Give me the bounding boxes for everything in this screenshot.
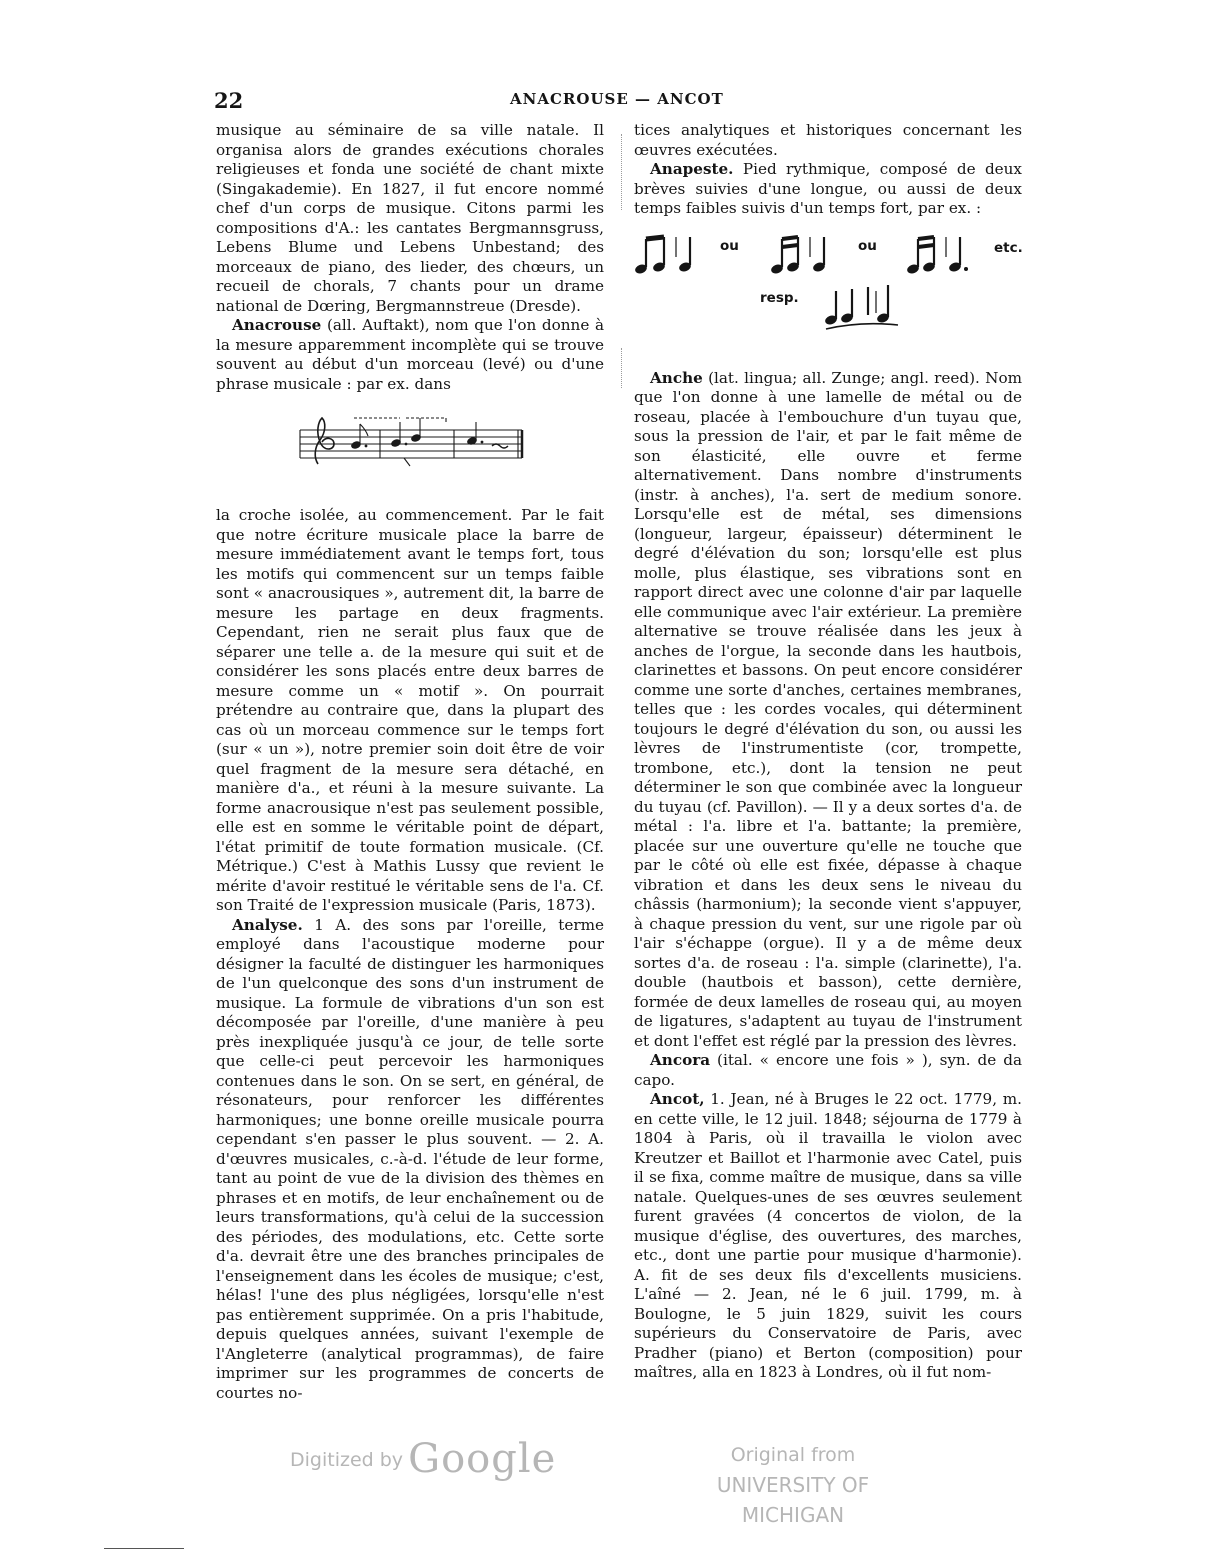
- digitized-by-text: Digitized by: [290, 1449, 404, 1471]
- entry-text: (all. Auftakt), nom que l'on donne à la mesure apparemment incomplète qui se trouve souvent au début d'un morceau (levé) ou d'une phrase musicale : par ex. dans: [216, 316, 605, 393]
- scan-edge-rule: [104, 1548, 184, 1549]
- left-column: [216, 121, 604, 1403]
- google-logo: Google: [408, 1436, 557, 1482]
- entry-lemma: Anapeste.: [650, 160, 734, 178]
- anapeste-rhythm-figure: [634, 231, 1022, 351]
- entry-anacrouse: [216, 316, 604, 394]
- original-from-text: Original from: [730, 1444, 856, 1466]
- right-column: [634, 121, 1022, 1383]
- rhythm-label-resp: resp.: [760, 289, 799, 306]
- entry-anche: [634, 369, 1022, 1052]
- entry-text: 1 A. des sons par l'oreille, terme employé dans l'acoustique moderne pour désigner la faculté de distinguer les harmoniques de l'un quelconque des sons d'un instrument de musique. La formule de vibrations d'un son est décomposée par l'oreille, d'une manière à peu près inexpliquée jusqu'à ce jour, de telle sorte que celle-ci peut percevoir les harmoniques contenues dans le son. On se sert, en général, de résonateurs, pour renforcer les différentes harmoniques; une bonne oreille musicale pourra cependant s'en passer le plus souvent. — 2. A. d'œuvres musicales, c.-à-d. l'étude de leur forme, tant au point de vue de la division des thèmes en phrases et en motifs, de leur enchaînement ou de leurs transformations, qu'à celui de la succession des périodes, des modulations, etc. Cette sorte d'a. devrait être une des branches principales de l'enseignement dans les écoles de musique; c'est, hélas! l'une des plus négligées, lorsqu'elle n'est pas entièrement supprimée. On a pris l'habitude, depuis quelques années, suivant l'exemple de l'Angleterre (analytical programmas), de faire imprimer sur les programmes de concerts de courtes no-: [216, 915, 604, 1402]
- entry-lemma: Anche: [650, 368, 703, 387]
- entry-text: (ital. « encore une fois » ), syn. de da capo.: [634, 1051, 1023, 1089]
- rhythm-label-etc: etc.: [994, 239, 1023, 256]
- entry-ancot: [634, 1090, 1022, 1383]
- entry-lemma: Analyse.: [232, 915, 303, 934]
- continued-paragraph: musique au séminaire de sa ville natale. Il organisa alors de grandes exécutions chorales religieuses et fonda une société de chant mixte (Singakademie). En 1827, il fut encore nommé chef d'un corps de musique. Citons parmi les compositions d'A.: les cantates Bergmannsgruss, Lebens Blume und Lebens Unbestand; des morceaux de piano, des lieder, des chœurs, un recueil de chorals, 7 chants pour un drame national de Dœring, Bergmannstreue (Dresde).: [216, 121, 604, 315]
- entry-analyse: [216, 916, 604, 1404]
- entry-anapeste: [634, 160, 1022, 219]
- rhythm-label-ou: ou: [858, 237, 877, 254]
- entry-continuation: la croche isolée, au commencement. Par le fait que notre écriture musicale place la barre de mesure immédiatement avant le temps fort, tous les motifs qui commencent sur un temps faible sont « anacrousiques », autrement dit, la barre de mesure les partage en deux fragments. Cependant, rien ne serait plus faux que de séparer une telle a. de la mesure qui suit et de considérer les sons placés entre deux barres de mesure comme un « motif ». On pourrait prétendre au contraire que, dans la plupart des cas où un morceau commence sur le temps fort (sur « un »), notre premier soin doit être de voir quel fragment de la mesure sera détaché, en manière d'a., et réuni à la mesure suivante. La forme anacrousique n'est pas seulement possible, elle est en somme le véritable point de départ, l'état primitif de toute formation musicale. (Cf. Métrique.) C'est à Mathis Lussy que revient le mérite d'avoir restitué le véritable sens de l'a. Cf. son Traité de l'expression musicale (Paris, 1873).: [216, 506, 604, 914]
- entry-lemma: Anacrouse: [232, 316, 322, 334]
- column-divider: [621, 134, 622, 210]
- column-divider: [621, 348, 622, 388]
- entry-lemma: Ancot,: [650, 1090, 705, 1108]
- entry-text: Pied rythmique, composé de deux brèves suivies d'une longue, ou aussi de deux temps faibles suivis d'un temps fort, par ex. :: [634, 160, 1023, 217]
- rhythm-label-ou: ou: [720, 237, 739, 254]
- entry-text: (lat. lingua; all. Zunge; angl. reed). Nom que l'on donne à une lamelle de métal ou de roseau, placée à l'embouchure d'un tuyau que, sous la pression de l'air, et par le fait même de son élasticité, elle ouvre et ferme alternativement. Dans nombre d'instruments (instr. à anches), l'a. sert de medium sonore. Lorsqu'elle est de métal, ses dimensions (longueur, largeur, épaisseur) déterminent le degré d'élévation du son; lorsqu'elle est plus molle, plus élastique, ses vibrations sont en rapport direct avec une colonne d'air par laquelle elle communique avec l'air extérieur. La première alternative se trouve réalisée dans les jeux à anches de l'orgue, la seconde dans les hautbois, clarinettes et bassons. On peut encore considérer comme une sorte d'anches, certaines membranes, telles que : les cordes vocales, qui déterminent toujours le degré d'élévation du son, ou aussi les lèvres de l'instrumentiste (cor, trompette, trombone, etc.), dont la tension ne peut déterminer le son que combinée avec la longueur du tuyau (cf. Pavillon). — Il y a deux sortes d'a. de métal : l'a. libre et l'a. battante; la première, placée sur une ouverture qu'elle ne touche que par le côté où elle est fixée, dépasse à chaque vibration et dans les deux sens le niveau du châssis (harmonium); la seconde vient s'appuyer, à chaque pression du vent, sur une rigole par où l'air s'échappe (orgue). Il y a de même deux sortes d'a. de roseau : l'a. simple (clarinette), l'a. double (hautbois et basson), cette dernière, formée de deux lamelles de roseau qui, au moyen de ligatures, s'adaptent au tuyau de l'instrument et dont l'effet est réglé par la pression des lèvres.: [634, 368, 1023, 1050]
- institution-name: UNIVERSITY OF MICHIGAN: [716, 1473, 870, 1527]
- entry-lemma: Ancora: [650, 1051, 711, 1069]
- digitized-by-google-watermark: [290, 1436, 556, 1482]
- entry-text: 1. Jean, né à Bruges le 22 oct. 1779, m. en cette ville, le 12 juil. 1848; séjourna de 1779 à 1804 à Paris, où il travailla le violon avec Kreutzer et Baillot et l'harmonie avec Catel, puis il se fixa, comme maître de musique, dans sa ville natale. Quelques-unes de ses œuvres seulement furent gravées (4 concertos de violon, de la musique d'église, des ouvertures, des marches, etc., dont une partie pour musique d'harmonie). A. fit de ses deux fils d'excellents musiciens. L'aîné — 2. Jean, né le 6 juil. 1799, m. à Boulogne, le 5 juin 1829, suivit les cours supérieurs du Conservatoire de Paris, avec Pradher (piano) et Berton (composition) pour maîtres, alla en 1823 à Londres, où il fut nom-: [634, 1090, 1023, 1381]
- original-from-watermark: [668, 1440, 918, 1530]
- anacrouse-music-example: [296, 408, 526, 476]
- running-head: ANACROUSE — ANCOT: [510, 90, 724, 108]
- continued-paragraph: tices analytiques et historiques concernant les œuvres exécutées.: [634, 121, 1022, 159]
- rhythm-notation: [630, 231, 1026, 351]
- entry-ancora: [634, 1051, 1022, 1090]
- page-number: 22: [214, 88, 244, 113]
